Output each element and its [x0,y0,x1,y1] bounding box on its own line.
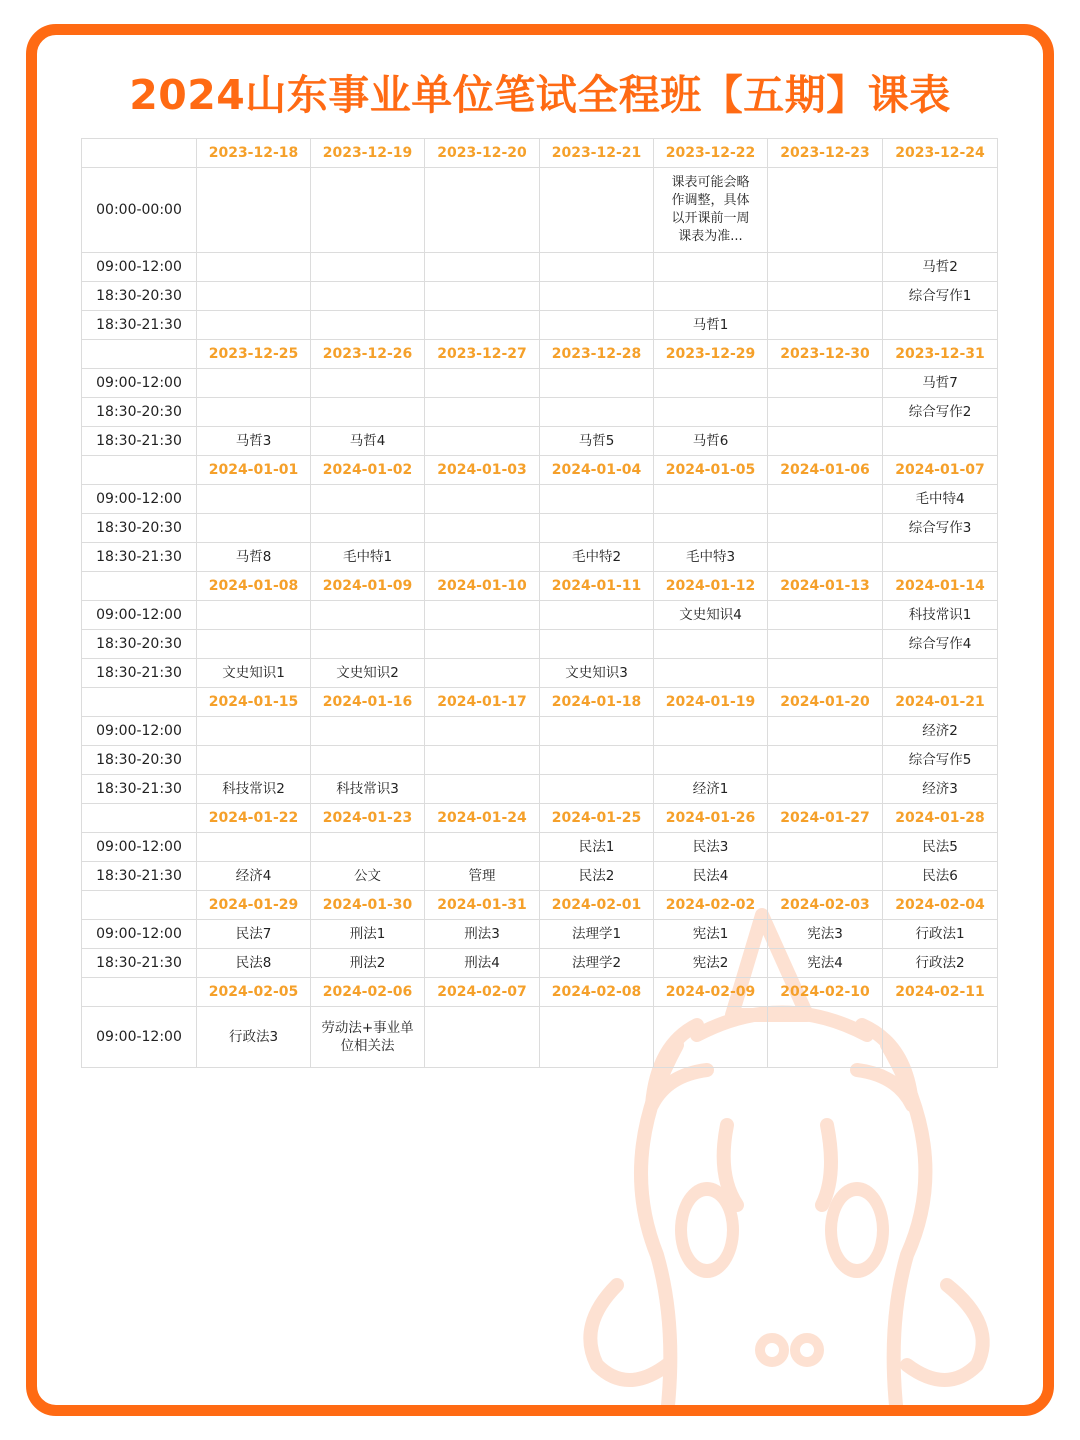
table-row [82,630,998,659]
class-cell [768,311,883,340]
table-row [82,485,998,514]
date-cell: 2024-01-28 [883,804,998,833]
time-slot: 09:00-12:00 [82,485,197,514]
date-cell: 2024-01-29 [197,891,311,920]
class-cell [654,282,768,311]
table-row [82,514,998,543]
class-cell: 民法2 [540,862,654,891]
class-cell: 行政法2 [883,949,998,978]
date-cell: 2024-02-02 [654,891,768,920]
date-cell: 2024-01-16 [311,688,425,717]
time-slot: 18:30-21:30 [82,543,197,572]
class-cell [883,427,998,456]
class-cell: 民法4 [654,862,768,891]
date-cell: 2024-01-05 [654,456,768,485]
class-cell: 宪法1 [654,920,768,949]
class-cell: 文史知识1 [197,659,311,688]
class-cell [768,369,883,398]
class-cell [768,601,883,630]
class-cell: 经济1 [654,775,768,804]
class-cell [883,311,998,340]
class-cell [540,398,654,427]
class-cell [197,398,311,427]
time-slot: 09:00-12:00 [82,717,197,746]
corner-cell [82,891,197,920]
date-cell: 2023-12-24 [883,139,998,168]
class-cell: 宪法3 [768,920,883,949]
class-cell: 综合写作3 [883,514,998,543]
class-cell [197,630,311,659]
class-cell [540,485,654,514]
class-cell: 民法8 [197,949,311,978]
corner-cell [82,804,197,833]
class-cell [425,514,540,543]
date-cell: 2024-01-08 [197,572,311,601]
class-cell [311,253,425,282]
class-cell [540,601,654,630]
date-cell: 2023-12-27 [425,340,540,369]
class-cell [654,717,768,746]
class-cell [654,514,768,543]
class-cell: 毛中特1 [311,543,425,572]
class-cell: 马哲8 [197,543,311,572]
table-row [82,369,998,398]
class-cell: 法理学1 [540,920,654,949]
date-cell: 2024-01-06 [768,456,883,485]
date-cell: 2024-01-11 [540,572,654,601]
class-cell [768,630,883,659]
time-slot: 18:30-20:30 [82,746,197,775]
class-cell [768,398,883,427]
date-cell: 2023-12-22 [654,139,768,168]
class-cell [540,630,654,659]
date-header-row [82,804,998,833]
class-cell [311,311,425,340]
date-cell: 2023-12-30 [768,340,883,369]
class-cell [883,543,998,572]
date-header-row [82,688,998,717]
class-cell [540,253,654,282]
corner-cell [82,978,197,1007]
date-cell: 2024-02-09 [654,978,768,1007]
class-cell: 马哲7 [883,369,998,398]
time-slot: 09:00-12:00 [82,1007,197,1068]
class-cell [425,543,540,572]
class-cell: 刑法1 [311,920,425,949]
corner-cell [82,456,197,485]
class-cell [654,398,768,427]
time-slot: 00:00-00:00 [82,168,197,253]
corner-cell [82,340,197,369]
class-cell: 刑法2 [311,949,425,978]
class-cell: 科技常识3 [311,775,425,804]
class-cell: 管理 [425,862,540,891]
table-row [82,659,998,688]
class-cell: 公文 [311,862,425,891]
table-row [82,311,998,340]
class-cell [540,168,654,253]
time-slot: 18:30-21:30 [82,775,197,804]
date-cell: 2024-01-04 [540,456,654,485]
table-row [82,168,998,253]
class-cell [768,717,883,746]
table-row [82,717,998,746]
class-cell [768,862,883,891]
table-row [82,427,998,456]
date-header-row [82,891,998,920]
date-cell: 2024-02-04 [883,891,998,920]
class-cell [197,514,311,543]
table-row [82,282,998,311]
date-cell: 2024-02-08 [540,978,654,1007]
date-cell: 2024-01-10 [425,572,540,601]
class-cell: 文史知识2 [311,659,425,688]
date-cell: 2024-01-23 [311,804,425,833]
class-cell [425,369,540,398]
class-cell [540,369,654,398]
date-cell: 2023-12-18 [197,139,311,168]
class-cell: 刑法4 [425,949,540,978]
table-row [82,601,998,630]
class-cell [425,398,540,427]
date-cell: 2024-02-06 [311,978,425,1007]
date-cell: 2024-02-07 [425,978,540,1007]
class-cell [768,427,883,456]
class-cell [768,168,883,253]
class-cell [768,1007,883,1068]
class-cell [425,833,540,862]
date-cell: 2024-01-21 [883,688,998,717]
class-cell: 经济3 [883,775,998,804]
class-cell [197,601,311,630]
date-header-row [82,572,998,601]
date-cell: 2023-12-19 [311,139,425,168]
class-cell [311,369,425,398]
date-cell: 2023-12-23 [768,139,883,168]
time-slot: 09:00-12:00 [82,920,197,949]
date-cell: 2024-02-11 [883,978,998,1007]
class-cell: 毛中特4 [883,485,998,514]
class-cell [311,1007,425,1068]
class-cell: 民法3 [654,833,768,862]
schedule-note: 课表可能会略作调整，具体以开课前一周课表为准... [671,175,750,244]
page-title: 2024山东事业单位笔试全程班【五期】课表 [129,71,951,119]
time-slot: 09:00-12:00 [82,601,197,630]
table-row [82,398,998,427]
class-cell [311,717,425,746]
class-cell [540,1007,654,1068]
date-cell: 2024-01-24 [425,804,540,833]
date-cell: 2023-12-20 [425,139,540,168]
class-cell [425,1007,540,1068]
class-cell [425,168,540,253]
class-cell [540,717,654,746]
time-slot: 18:30-20:30 [82,282,197,311]
class-cell: 宪法4 [768,949,883,978]
class-cell [883,659,998,688]
date-cell: 2024-02-03 [768,891,883,920]
class-cell: 文史知识4 [654,601,768,630]
corner-cell [82,572,197,601]
date-cell: 2024-01-30 [311,891,425,920]
class-cell [425,775,540,804]
class-cell [311,485,425,514]
date-header-row [82,456,998,485]
time-slot: 18:30-20:30 [82,514,197,543]
class-cell [425,630,540,659]
date-cell: 2024-02-01 [540,891,654,920]
class-cell [311,398,425,427]
date-cell: 2024-01-25 [540,804,654,833]
date-cell: 2024-01-17 [425,688,540,717]
class-cell [197,282,311,311]
class-cell [654,369,768,398]
class-cell [425,601,540,630]
time-slot: 09:00-12:00 [82,369,197,398]
class-cell: 综合写作4 [883,630,998,659]
class-cell: 马哲3 [197,427,311,456]
table-row [82,920,998,949]
date-cell: 2024-01-02 [311,456,425,485]
date-cell: 2024-01-03 [425,456,540,485]
class-cell [654,746,768,775]
class-cell [425,311,540,340]
class-cell [540,746,654,775]
class-cell [197,311,311,340]
date-cell: 2024-01-09 [311,572,425,601]
schedule-table [81,138,998,1068]
class-cell [197,253,311,282]
date-cell: 2024-01-12 [654,572,768,601]
date-cell: 2024-01-15 [197,688,311,717]
corner-cell [82,688,197,717]
time-slot: 18:30-21:30 [82,949,197,978]
time-slot: 18:30-20:30 [82,630,197,659]
class-cell: 经济4 [197,862,311,891]
class-cell: 马哲6 [654,427,768,456]
class-cell: 综合写作5 [883,746,998,775]
class-cell [197,746,311,775]
class-cell [540,514,654,543]
class-cell [425,485,540,514]
date-cell: 2024-01-31 [425,891,540,920]
table-row [82,1007,998,1068]
class-cell: 综合写作1 [883,282,998,311]
class-cell [425,282,540,311]
note-cell [654,168,768,253]
class-cell [654,630,768,659]
class-cell: 经济2 [883,717,998,746]
class-label: 劳动法+事业单位相关法 [321,1020,414,1054]
time-slot: 18:30-21:30 [82,659,197,688]
date-cell: 2023-12-29 [654,340,768,369]
class-cell [540,311,654,340]
class-cell [311,601,425,630]
class-cell: 法理学2 [540,949,654,978]
time-slot: 09:00-12:00 [82,833,197,862]
date-cell: 2024-01-01 [197,456,311,485]
date-cell: 2024-01-20 [768,688,883,717]
class-cell: 综合写作2 [883,398,998,427]
class-cell [654,659,768,688]
time-slot: 18:30-21:30 [82,862,197,891]
class-cell [425,717,540,746]
class-cell: 民法1 [540,833,654,862]
class-cell [768,282,883,311]
date-cell: 2024-01-18 [540,688,654,717]
class-cell [197,485,311,514]
class-cell: 毛中特2 [540,543,654,572]
date-cell: 2023-12-31 [883,340,998,369]
date-cell: 2023-12-21 [540,139,654,168]
class-cell [425,659,540,688]
class-cell [768,775,883,804]
date-header-row [82,340,998,369]
table-row [82,862,998,891]
class-cell [540,282,654,311]
class-cell [425,746,540,775]
table-row [82,253,998,282]
class-cell [311,514,425,543]
class-cell: 马哲1 [654,311,768,340]
date-cell: 2024-01-14 [883,572,998,601]
class-cell [654,485,768,514]
class-cell [311,630,425,659]
class-cell [654,253,768,282]
class-cell [768,659,883,688]
class-cell [883,168,998,253]
date-cell: 2023-12-28 [540,340,654,369]
date-cell: 2024-01-22 [197,804,311,833]
class-cell: 刑法3 [425,920,540,949]
class-cell [197,833,311,862]
date-cell: 2024-01-27 [768,804,883,833]
class-cell: 马哲4 [311,427,425,456]
date-cell: 2023-12-25 [197,340,311,369]
date-cell: 2024-02-10 [768,978,883,1007]
class-cell: 民法5 [883,833,998,862]
class-cell: 毛中特3 [654,543,768,572]
table-row [82,833,998,862]
time-slot: 18:30-21:30 [82,311,197,340]
date-header-row [82,139,998,168]
class-cell: 科技常识2 [197,775,311,804]
date-cell: 2024-01-07 [883,456,998,485]
class-cell [768,485,883,514]
date-cell: 2024-01-13 [768,572,883,601]
class-cell [311,168,425,253]
class-cell [311,833,425,862]
time-slot: 18:30-20:30 [82,398,197,427]
class-cell: 宪法2 [654,949,768,978]
class-cell: 民法7 [197,920,311,949]
class-cell [768,833,883,862]
class-cell [425,253,540,282]
class-cell: 行政法3 [197,1007,311,1068]
table-row [82,949,998,978]
class-cell [768,514,883,543]
class-cell [311,282,425,311]
class-cell [768,543,883,572]
date-cell: 2023-12-26 [311,340,425,369]
class-cell [768,746,883,775]
date-cell: 2024-01-19 [654,688,768,717]
table-row [82,543,998,572]
date-header-row [82,978,998,1007]
class-cell: 行政法1 [883,920,998,949]
class-cell [197,369,311,398]
class-cell [425,427,540,456]
time-slot: 18:30-21:30 [82,427,197,456]
class-cell [197,168,311,253]
class-cell [540,775,654,804]
class-cell: 文史知识3 [540,659,654,688]
class-cell [197,717,311,746]
class-cell [311,746,425,775]
class-cell: 马哲2 [883,253,998,282]
class-cell: 马哲5 [540,427,654,456]
class-cell: 民法6 [883,862,998,891]
class-cell [883,1007,998,1068]
date-cell: 2024-01-26 [654,804,768,833]
table-row [82,746,998,775]
corner-cell [82,139,197,168]
time-slot: 09:00-12:00 [82,253,197,282]
date-cell: 2024-02-05 [197,978,311,1007]
class-cell [768,253,883,282]
class-cell: 科技常识1 [883,601,998,630]
class-cell [654,1007,768,1068]
table-row [82,775,998,804]
